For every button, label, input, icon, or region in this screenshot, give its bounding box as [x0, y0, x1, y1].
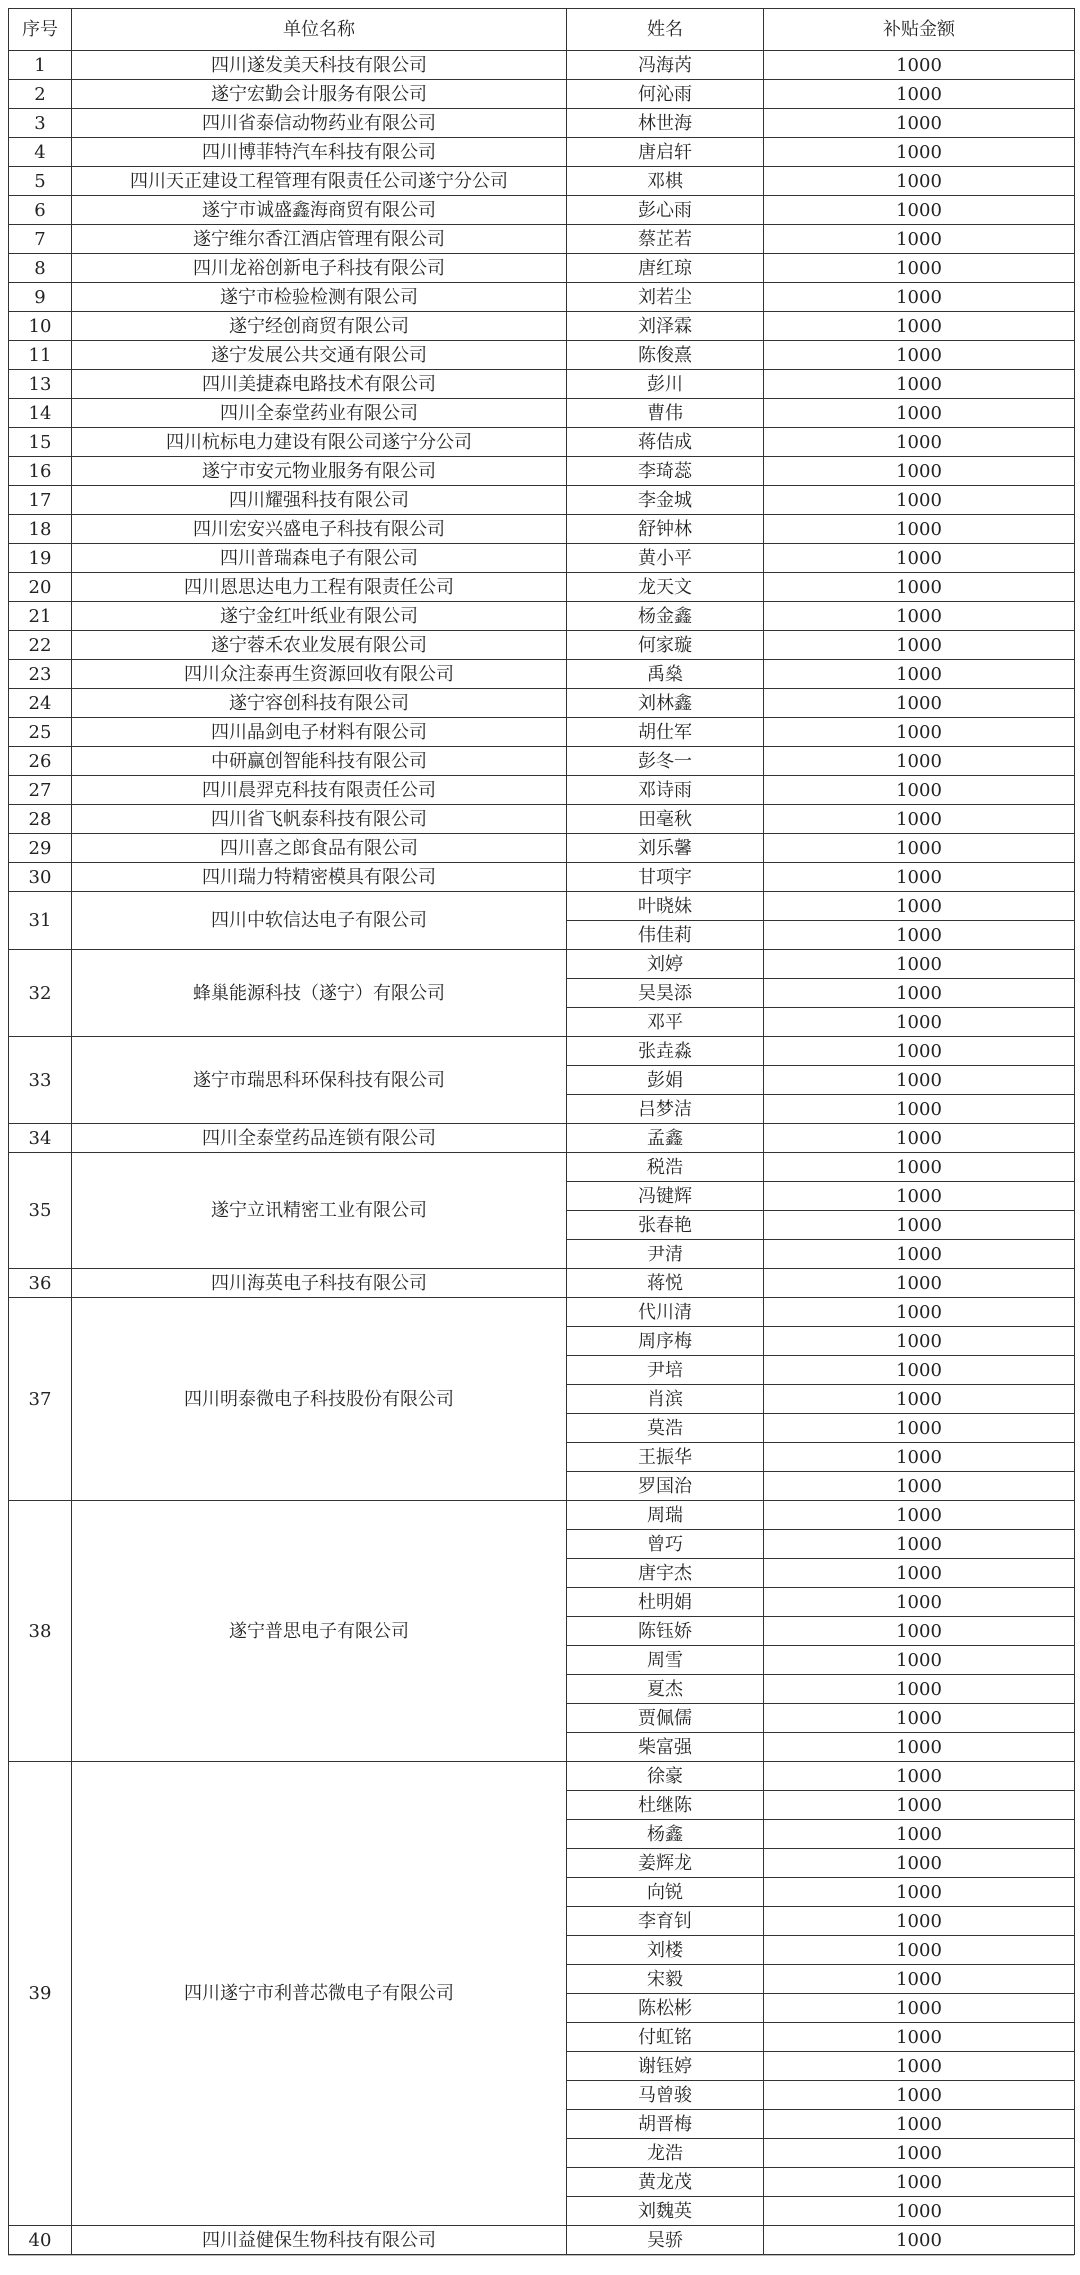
- serial-number-cell: 14: [9, 399, 72, 428]
- table-row: [9, 718, 1075, 747]
- subsidy-amount-cell: 1000: [764, 1269, 1075, 1298]
- company-name-cell: 中研赢创智能科技有限公司: [72, 747, 567, 776]
- table-row: [9, 515, 1075, 544]
- company-name-cell: 四川天正建设工程管理有限责任公司遂宁分公司: [72, 167, 567, 196]
- serial-number-cell: 29: [9, 834, 72, 863]
- serial-number-cell: 25: [9, 718, 72, 747]
- subsidy-amount-cell: 1000: [764, 2023, 1075, 2052]
- subsidy-amount-cell: 1000: [764, 892, 1075, 921]
- company-name-cell: 遂宁发展公共交通有限公司: [72, 341, 567, 370]
- company-name-cell: 四川杭标电力建设有限公司遂宁分公司: [72, 428, 567, 457]
- person-name-cell: 柴富强: [567, 1733, 764, 1762]
- person-name-cell: 王振华: [567, 1443, 764, 1472]
- person-name-cell: 税浩: [567, 1153, 764, 1182]
- company-name-cell: 遂宁立讯精密工业有限公司: [72, 1153, 567, 1269]
- person-name-cell: 吕梦洁: [567, 1095, 764, 1124]
- person-name-cell: 孟鑫: [567, 1124, 764, 1153]
- subsidy-amount-cell: 1000: [764, 689, 1075, 718]
- subsidy-amount-cell: 1000: [764, 1008, 1075, 1037]
- subsidy-amount-cell: 1000: [764, 1037, 1075, 1066]
- person-name-cell: 叶晓妹: [567, 892, 764, 921]
- table-row: [9, 1037, 1075, 1066]
- subsidy-amount-cell: 1000: [764, 254, 1075, 283]
- serial-number-cell: 39: [9, 1762, 72, 2226]
- subsidy-amount-cell: 1000: [764, 1240, 1075, 1269]
- serial-number-cell: 3: [9, 109, 72, 138]
- subsidy-amount-cell: 1000: [764, 138, 1075, 167]
- subsidy-amount-cell: 1000: [764, 1849, 1075, 1878]
- company-name-cell: 四川恩思达电力工程有限责任公司: [72, 573, 567, 602]
- person-name-cell: 杨鑫: [567, 1820, 764, 1849]
- person-name-cell: 李金城: [567, 486, 764, 515]
- person-name-cell: 龙浩: [567, 2139, 764, 2168]
- person-name-cell: 李育钊: [567, 1907, 764, 1936]
- table-row: [9, 747, 1075, 776]
- company-name-cell: 遂宁蓉禾农业发展有限公司: [72, 631, 567, 660]
- subsidy-amount-cell: 1000: [764, 80, 1075, 109]
- subsidy-amount-cell: 1000: [764, 1095, 1075, 1124]
- table-row: [9, 486, 1075, 515]
- person-name-cell: 邓诗雨: [567, 776, 764, 805]
- company-name-cell: 遂宁市瑞思科环保科技有限公司: [72, 1037, 567, 1124]
- person-name-cell: 蒋悦: [567, 1269, 764, 1298]
- serial-number-cell: 8: [9, 254, 72, 283]
- person-name-cell: 罗国治: [567, 1472, 764, 1501]
- subsidy-amount-cell: 1000: [764, 457, 1075, 486]
- table-row: [9, 457, 1075, 486]
- company-name-cell: 遂宁市检验检测有限公司: [72, 283, 567, 312]
- company-name-cell: 四川众注泰再生资源回收有限公司: [72, 660, 567, 689]
- subsidy-table: [8, 8, 1075, 2255]
- subsidy-amount-cell: 1000: [764, 544, 1075, 573]
- table-row: [9, 341, 1075, 370]
- subsidy-amount-cell: 1000: [764, 718, 1075, 747]
- subsidy-amount-cell: 1000: [764, 2168, 1075, 2197]
- serial-number-cell: 24: [9, 689, 72, 718]
- subsidy-amount-cell: 1000: [764, 1385, 1075, 1414]
- subsidy-amount-cell: 1000: [764, 2226, 1075, 2255]
- person-name-cell: 彭心雨: [567, 196, 764, 225]
- person-name-cell: 甘项宇: [567, 863, 764, 892]
- serial-number-cell: 7: [9, 225, 72, 254]
- subsidy-amount-cell: 1000: [764, 834, 1075, 863]
- subsidy-amount-cell: 1000: [764, 2110, 1075, 2139]
- table-row: [9, 776, 1075, 805]
- company-name-cell: 四川遂宁市利普芯微电子有限公司: [72, 1762, 567, 2226]
- company-name-cell: 四川海英电子科技有限公司: [72, 1269, 567, 1298]
- table-row: [9, 805, 1075, 834]
- person-name-cell: 姜辉龙: [567, 1849, 764, 1878]
- subsidy-amount-cell: 1000: [764, 1994, 1075, 2023]
- subsidy-amount-cell: 1000: [764, 283, 1075, 312]
- subsidy-amount-cell: 1000: [764, 1936, 1075, 1965]
- subsidy-amount-cell: 1000: [764, 1443, 1075, 1472]
- table-row: [9, 1269, 1075, 1298]
- serial-number-cell: 37: [9, 1298, 72, 1501]
- person-name-cell: 邓棋: [567, 167, 764, 196]
- subsidy-amount-cell: 1000: [764, 747, 1075, 776]
- sheet-bottom-edge: [0, 2255, 1080, 2275]
- table-row: [9, 167, 1075, 196]
- person-name-cell: 彭娟: [567, 1066, 764, 1095]
- serial-number-cell: 15: [9, 428, 72, 457]
- subsidy-amount-cell: 1000: [764, 1182, 1075, 1211]
- subsidy-amount-cell: 1000: [764, 2197, 1075, 2226]
- table-row: [9, 1124, 1075, 1153]
- serial-number-cell: 17: [9, 486, 72, 515]
- person-name-cell: 杨金鑫: [567, 602, 764, 631]
- company-name-cell: 四川普瑞森电子有限公司: [72, 544, 567, 573]
- serial-number-cell: 32: [9, 950, 72, 1037]
- person-name-cell: 胡仕军: [567, 718, 764, 747]
- table-row: [9, 138, 1075, 167]
- subsidy-amount-cell: 1000: [764, 573, 1075, 602]
- subsidy-amount-cell: 1000: [764, 486, 1075, 515]
- serial-number-cell: 13: [9, 370, 72, 399]
- serial-number-cell: 5: [9, 167, 72, 196]
- company-name-cell: 蜂巢能源科技（遂宁）有限公司: [72, 950, 567, 1037]
- subsidy-amount-cell: 1000: [764, 1124, 1075, 1153]
- header-company-name: 单位名称: [72, 9, 567, 51]
- person-name-cell: 唐宇杰: [567, 1559, 764, 1588]
- person-name-cell: 陈松彬: [567, 1994, 764, 2023]
- company-name-cell: 遂宁金红叶纸业有限公司: [72, 602, 567, 631]
- person-name-cell: 吴骄: [567, 2226, 764, 2255]
- table-row: [9, 950, 1075, 979]
- serial-number-cell: 35: [9, 1153, 72, 1269]
- person-name-cell: 冯海芮: [567, 51, 764, 80]
- person-name-cell: 黄龙茂: [567, 2168, 764, 2197]
- subsidy-amount-cell: 1000: [764, 631, 1075, 660]
- serial-number-cell: 36: [9, 1269, 72, 1298]
- person-name-cell: 蔡芷若: [567, 225, 764, 254]
- subsidy-amount-cell: 1000: [764, 1733, 1075, 1762]
- person-name-cell: 谢钰婷: [567, 2052, 764, 2081]
- serial-number-cell: 21: [9, 602, 72, 631]
- company-name-cell: 四川喜之郎食品有限公司: [72, 834, 567, 863]
- company-name-cell: 遂宁市诚盛鑫海商贸有限公司: [72, 196, 567, 225]
- table-row: [9, 370, 1075, 399]
- header-serial-number: 序号: [9, 9, 72, 51]
- cut-off-row-border: [8, 2255, 1074, 2256]
- person-name-cell: 陈俊熹: [567, 341, 764, 370]
- subsidy-amount-cell: 1000: [764, 805, 1075, 834]
- person-name-cell: 尹培: [567, 1356, 764, 1385]
- serial-number-cell: 33: [9, 1037, 72, 1124]
- subsidy-amount-cell: 1000: [764, 515, 1075, 544]
- company-name-cell: 遂宁容创科技有限公司: [72, 689, 567, 718]
- subsidy-amount-cell: 1000: [764, 921, 1075, 950]
- person-name-cell: 唐红琼: [567, 254, 764, 283]
- table-row: [9, 283, 1075, 312]
- subsidy-amount-cell: 1000: [764, 1675, 1075, 1704]
- serial-number-cell: 1: [9, 51, 72, 80]
- subsidy-amount-cell: 1000: [764, 1153, 1075, 1182]
- subsidy-amount-cell: 1000: [764, 979, 1075, 1008]
- company-name-cell: 四川瑞力特精密模具有限公司: [72, 863, 567, 892]
- person-name-cell: 周雪: [567, 1646, 764, 1675]
- subsidy-amount-cell: 1000: [764, 1414, 1075, 1443]
- subsidy-amount-cell: 1000: [764, 1907, 1075, 1936]
- table-body: [9, 51, 1075, 2255]
- person-name-cell: 林世海: [567, 109, 764, 138]
- subsidy-amount-cell: 1000: [764, 1791, 1075, 1820]
- subsidy-amount-cell: 1000: [764, 776, 1075, 805]
- table-row: [9, 892, 1075, 921]
- table-row: [9, 196, 1075, 225]
- subsidy-amount-cell: 1000: [764, 1211, 1075, 1240]
- person-name-cell: 夏杰: [567, 1675, 764, 1704]
- person-name-cell: 舒钟林: [567, 515, 764, 544]
- person-name-cell: 张春艳: [567, 1211, 764, 1240]
- subsidy-amount-cell: 1000: [764, 1356, 1075, 1385]
- table-row: [9, 254, 1075, 283]
- person-name-cell: 禹燊: [567, 660, 764, 689]
- serial-number-cell: 6: [9, 196, 72, 225]
- serial-number-cell: 30: [9, 863, 72, 892]
- subsidy-amount-cell: 1000: [764, 341, 1075, 370]
- person-name-cell: 向锐: [567, 1878, 764, 1907]
- person-name-cell: 何家璇: [567, 631, 764, 660]
- company-name-cell: 四川遂发美天科技有限公司: [72, 51, 567, 80]
- company-name-cell: 遂宁市安元物业服务有限公司: [72, 457, 567, 486]
- person-name-cell: 彭冬一: [567, 747, 764, 776]
- serial-number-cell: 2: [9, 80, 72, 109]
- subsidy-amount-cell: 1000: [764, 1588, 1075, 1617]
- table-row: [9, 109, 1075, 138]
- person-name-cell: 宋毅: [567, 1965, 764, 1994]
- company-name-cell: 遂宁经创商贸有限公司: [72, 312, 567, 341]
- table-row: [9, 660, 1075, 689]
- table-row: [9, 51, 1075, 80]
- person-name-cell: 唐启轩: [567, 138, 764, 167]
- table-row: [9, 428, 1075, 457]
- table-row: [9, 1762, 1075, 1791]
- person-name-cell: 刘林鑫: [567, 689, 764, 718]
- company-name-cell: 四川美捷森电路技术有限公司: [72, 370, 567, 399]
- company-name-cell: 遂宁维尔香江酒店管理有限公司: [72, 225, 567, 254]
- person-name-cell: 李琦蕊: [567, 457, 764, 486]
- serial-number-cell: 34: [9, 1124, 72, 1153]
- person-name-cell: 龙天文: [567, 573, 764, 602]
- serial-number-cell: 20: [9, 573, 72, 602]
- subsidy-amount-cell: 1000: [764, 2139, 1075, 2168]
- table-row: [9, 573, 1075, 602]
- serial-number-cell: 26: [9, 747, 72, 776]
- subsidy-sheet: [8, 8, 1074, 2255]
- company-name-cell: 四川晶剑电子材料有限公司: [72, 718, 567, 747]
- company-name-cell: 四川全泰堂药业有限公司: [72, 399, 567, 428]
- subsidy-amount-cell: 1000: [764, 399, 1075, 428]
- subsidy-amount-cell: 1000: [764, 1617, 1075, 1646]
- serial-number-cell: 10: [9, 312, 72, 341]
- subsidy-amount-cell: 1000: [764, 1762, 1075, 1791]
- subsidy-amount-cell: 1000: [764, 660, 1075, 689]
- serial-number-cell: 16: [9, 457, 72, 486]
- company-name-cell: 四川省泰信动物药业有限公司: [72, 109, 567, 138]
- table-row: [9, 399, 1075, 428]
- person-name-cell: 付虹铭: [567, 2023, 764, 2052]
- person-name-cell: 胡晋梅: [567, 2110, 764, 2139]
- table-row: [9, 631, 1075, 660]
- company-name-cell: 四川博菲特汽车科技有限公司: [72, 138, 567, 167]
- company-name-cell: 四川明泰微电子科技股份有限公司: [72, 1298, 567, 1501]
- table-row: [9, 544, 1075, 573]
- serial-number-cell: 40: [9, 2226, 72, 2255]
- company-name-cell: 遂宁宏勤会计服务有限公司: [72, 80, 567, 109]
- company-name-cell: 四川龙裕创新电子科技有限公司: [72, 254, 567, 283]
- person-name-cell: 徐豪: [567, 1762, 764, 1791]
- subsidy-amount-cell: 1000: [764, 950, 1075, 979]
- company-name-cell: 四川益健保生物科技有限公司: [72, 2226, 567, 2255]
- person-name-cell: 刘若尘: [567, 283, 764, 312]
- person-name-cell: 杜明娟: [567, 1588, 764, 1617]
- subsidy-amount-cell: 1000: [764, 1559, 1075, 1588]
- table-row: [9, 312, 1075, 341]
- subsidy-amount-cell: 1000: [764, 225, 1075, 254]
- subsidy-amount-cell: 1000: [764, 1066, 1075, 1095]
- company-name-cell: 四川耀强科技有限公司: [72, 486, 567, 515]
- subsidy-amount-cell: 1000: [764, 1327, 1075, 1356]
- person-name-cell: 刘婷: [567, 950, 764, 979]
- subsidy-amount-cell: 1000: [764, 196, 1075, 225]
- subsidy-amount-cell: 1000: [764, 1878, 1075, 1907]
- subsidy-amount-cell: 1000: [764, 1298, 1075, 1327]
- company-name-cell: 四川中软信达电子有限公司: [72, 892, 567, 950]
- subsidy-amount-cell: 1000: [764, 1472, 1075, 1501]
- person-name-cell: 贾佩儒: [567, 1704, 764, 1733]
- person-name-cell: 刘楼: [567, 1936, 764, 1965]
- table-row: [9, 225, 1075, 254]
- table-row: [9, 602, 1075, 631]
- person-name-cell: 尹清: [567, 1240, 764, 1269]
- serial-number-cell: 18: [9, 515, 72, 544]
- person-name-cell: 彭川: [567, 370, 764, 399]
- subsidy-amount-cell: 1000: [764, 1820, 1075, 1849]
- serial-number-cell: 22: [9, 631, 72, 660]
- subsidy-amount-cell: 1000: [764, 602, 1075, 631]
- subsidy-amount-cell: 1000: [764, 2052, 1075, 2081]
- table-row: [9, 689, 1075, 718]
- person-name-cell: 代川清: [567, 1298, 764, 1327]
- serial-number-cell: 27: [9, 776, 72, 805]
- table-row: [9, 1153, 1075, 1182]
- person-name-cell: 黄小平: [567, 544, 764, 573]
- serial-number-cell: 4: [9, 138, 72, 167]
- person-name-cell: 蒋佶成: [567, 428, 764, 457]
- subsidy-amount-cell: 1000: [764, 167, 1075, 196]
- person-name-cell: 陈钰娇: [567, 1617, 764, 1646]
- serial-number-cell: 9: [9, 283, 72, 312]
- serial-number-cell: 38: [9, 1501, 72, 1762]
- header-person-name: 姓名: [567, 9, 764, 51]
- subsidy-amount-cell: 1000: [764, 1646, 1075, 1675]
- subsidy-amount-cell: 1000: [764, 2081, 1075, 2110]
- subsidy-amount-cell: 1000: [764, 1965, 1075, 1994]
- person-name-cell: 曹伟: [567, 399, 764, 428]
- person-name-cell: 张垚淼: [567, 1037, 764, 1066]
- person-name-cell: 刘乐馨: [567, 834, 764, 863]
- person-name-cell: 田毫秋: [567, 805, 764, 834]
- person-name-cell: 莫浩: [567, 1414, 764, 1443]
- table-row: [9, 2226, 1075, 2255]
- subsidy-amount-cell: 1000: [764, 1530, 1075, 1559]
- person-name-cell: 刘魏英: [567, 2197, 764, 2226]
- person-name-cell: 冯键辉: [567, 1182, 764, 1211]
- person-name-cell: 周瑞: [567, 1501, 764, 1530]
- person-name-cell: 何沁雨: [567, 80, 764, 109]
- subsidy-amount-cell: 1000: [764, 109, 1075, 138]
- serial-number-cell: 11: [9, 341, 72, 370]
- header-subsidy-amount: 补贴金额: [764, 9, 1075, 51]
- table-row: [9, 834, 1075, 863]
- company-name-cell: 四川晨羿克科技有限责任公司: [72, 776, 567, 805]
- subsidy-amount-cell: 1000: [764, 1704, 1075, 1733]
- table-row: [9, 1298, 1075, 1327]
- table-row: [9, 1501, 1075, 1530]
- subsidy-amount-cell: 1000: [764, 863, 1075, 892]
- serial-number-cell: 31: [9, 892, 72, 950]
- company-name-cell: 遂宁普思电子有限公司: [72, 1501, 567, 1762]
- person-name-cell: 周序梅: [567, 1327, 764, 1356]
- person-name-cell: 曾巧: [567, 1530, 764, 1559]
- table-row: [9, 80, 1075, 109]
- subsidy-amount-cell: 1000: [764, 428, 1075, 457]
- person-name-cell: 肖滨: [567, 1385, 764, 1414]
- company-name-cell: 四川省飞帆泰科技有限公司: [72, 805, 567, 834]
- person-name-cell: 马曾骏: [567, 2081, 764, 2110]
- person-name-cell: 杜继陈: [567, 1791, 764, 1820]
- subsidy-amount-cell: 1000: [764, 370, 1075, 399]
- subsidy-amount-cell: 1000: [764, 312, 1075, 341]
- person-name-cell: 吴昊添: [567, 979, 764, 1008]
- serial-number-cell: 19: [9, 544, 72, 573]
- subsidy-amount-cell: 1000: [764, 51, 1075, 80]
- serial-number-cell: 28: [9, 805, 72, 834]
- subsidy-amount-cell: 1000: [764, 1501, 1075, 1530]
- table-row: [9, 863, 1075, 892]
- header-row: [9, 9, 1075, 51]
- company-name-cell: 四川全泰堂药品连锁有限公司: [72, 1124, 567, 1153]
- person-name-cell: 刘泽霖: [567, 312, 764, 341]
- company-name-cell: 四川宏安兴盛电子科技有限公司: [72, 515, 567, 544]
- serial-number-cell: 23: [9, 660, 72, 689]
- person-name-cell: 伟佳莉: [567, 921, 764, 950]
- person-name-cell: 邓平: [567, 1008, 764, 1037]
